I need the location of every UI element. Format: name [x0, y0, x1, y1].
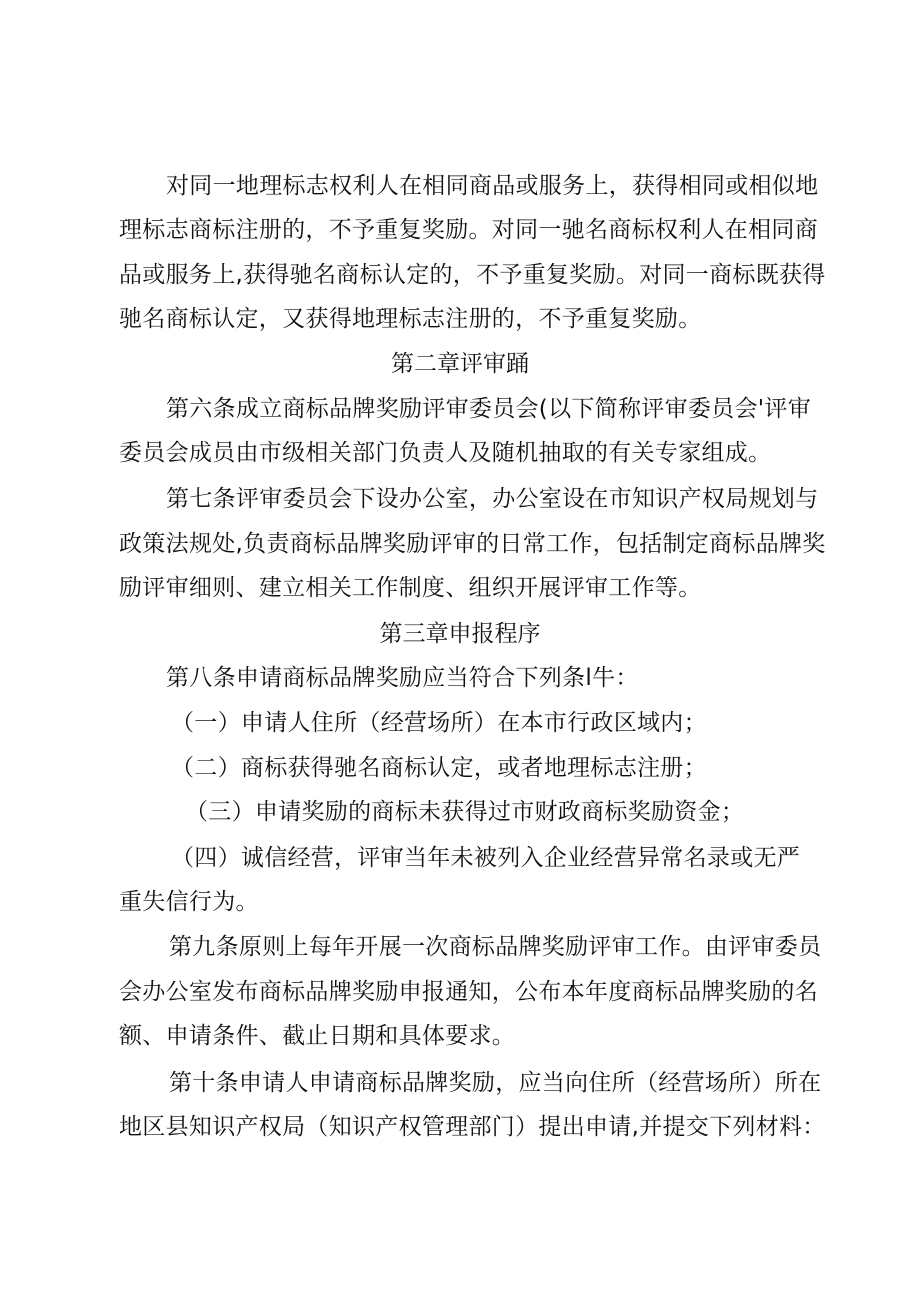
paragraph-line: 理标志商标注册的，不予重复奖励。对同一驰名商标权利人在相同商 [119, 217, 818, 243]
list-item: （二）商标获得驰名商标认定，或者地理标志注册； [171, 755, 707, 781]
paragraph-line: 第八条申请商标品牌奖励应当符合下列条l牛： [166, 665, 639, 691]
paragraph-line: 额、申请条件、截止日期和具体要求。 [119, 1023, 516, 1049]
paragraph-line: 对同一地理标志权利人在相同商品或服务上，获得相同或相似地 [166, 173, 819, 199]
paragraph-line: 委员会成员由市级相关部门负责人及随机抽取的有关专家组成。 [119, 440, 772, 466]
paragraph-line: 第六条成立商标品牌奖励评审委员会(以下简称评审委员会'评审 [166, 396, 811, 422]
chapter-three-heading: 第三章申报程序 [379, 621, 541, 647]
paragraph-line: 品或服务上,获得驰名商标认定的，不予重复奖励。对同一商标既获得 [119, 262, 826, 288]
paragraph-line: 励评审细则、建立相关工作制度、组织开展评审工作等。 [119, 575, 702, 601]
chapter-two-heading: 第二章评审踊 [391, 351, 529, 377]
paragraph-line: 会办公室发布商标品牌奖励申报通知，公布本年度商标品牌奖励的名 [119, 979, 818, 1005]
list-item: （三）申请奖励的商标未获得过市财政商标奖励资金； [185, 799, 745, 825]
list-item: 重失信行为。 [119, 889, 259, 915]
paragraph-line: 第七条评审委员会下设办公室，办公室设在市知识产权局规划与 [166, 486, 819, 512]
paragraph-line: 第十条申请人申请商标品牌奖励，应当向住所（经营场所）所在 [169, 1070, 822, 1096]
paragraph-line: 政策法规处,负责商标品牌奖励评审的日常工作，包括制定商标品牌奖 [119, 531, 826, 557]
paragraph-line: 第九条原则上每年开展一次商标品牌奖励评审工作。由评审委员 [169, 934, 822, 960]
paragraph-line: 驰名商标认定，又获得地理标志注册的，不予重复奖励。 [119, 306, 702, 332]
list-item: （一）申请人住所（经营场所）在本市行政区域内； [171, 710, 707, 736]
list-item: （四）诚信经营，评审当年未被列入企业经营异常名录或无严 [171, 845, 801, 871]
paragraph-line: 地区县知识产权局（知识产权管理部门）提出申请,并提交下列材料： [119, 1114, 826, 1140]
